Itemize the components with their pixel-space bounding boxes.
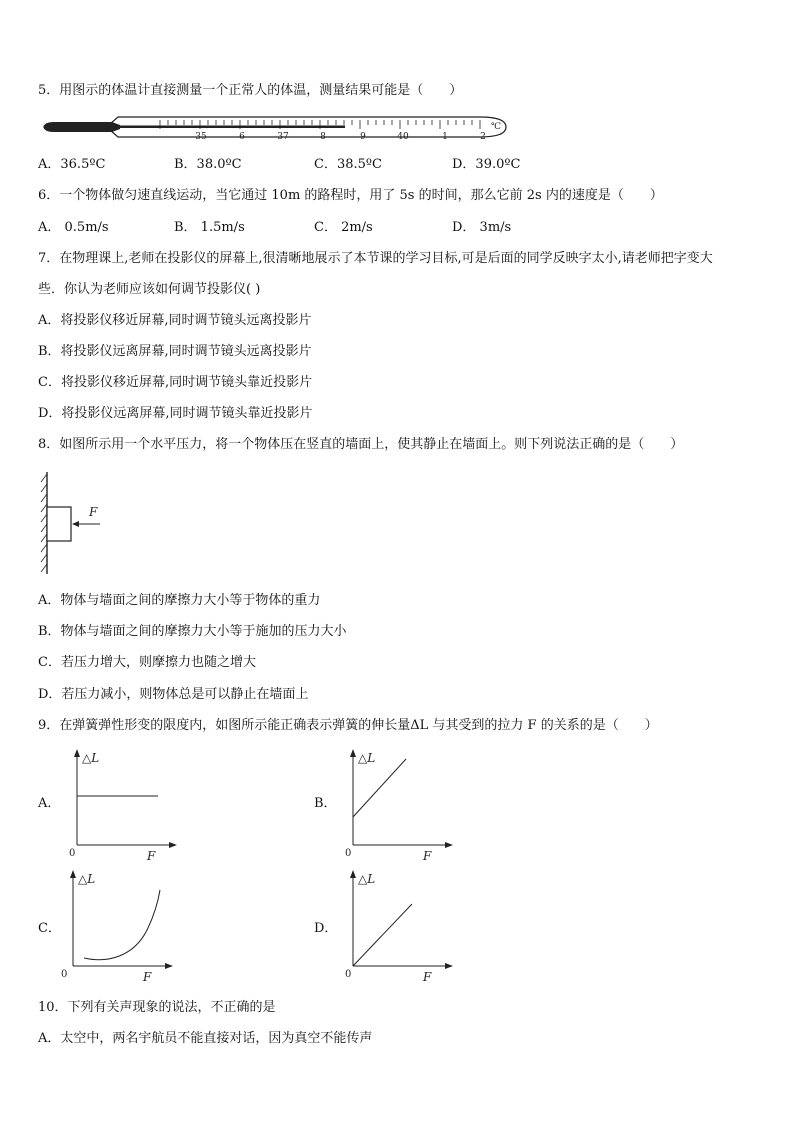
q6-option-b: B． 1.5m/s	[174, 220, 245, 235]
graph-b-label: B．	[314, 796, 337, 811]
graph-c-label: C．	[38, 921, 61, 936]
q7-option-d: D．将投影仪远离屏幕,同时调节镜头靠近投影片	[38, 406, 313, 421]
block	[47, 507, 71, 541]
graph-b-origin: 0	[345, 848, 352, 859]
graph-c-xlabel: F	[143, 970, 152, 984]
graph-a-xlabel: F	[147, 849, 156, 863]
tick-label: 2	[480, 132, 486, 142]
graph-d-origin: 0	[345, 969, 352, 980]
tick-label: 8	[320, 132, 326, 142]
q5-option-c: C．38.5ºC	[314, 157, 382, 172]
tick-label: 9	[360, 132, 366, 142]
q8-stem: 8．如图所示用一个水平压力，将一个物体压在竖直的墙面上，使其静止在墙面上。则下列说法正确的是（ ）	[38, 437, 684, 452]
tick-label: 40	[397, 132, 409, 142]
q8-option-c: C．若压力增大，则摩擦力也随之增大	[38, 655, 256, 670]
q6-stem: 6．一个物体做匀速直线运动，当它通过 10m 的路程时，用了 5s 的时间，那么它前 2s 内的速度是（ ）	[38, 188, 663, 203]
q8-option-b: B．物体与墙面之间的摩擦力大小等于施加的压力大小	[38, 624, 347, 639]
graph-c	[56, 866, 186, 988]
graph-a-origin: 0	[69, 848, 76, 859]
wall-block-figure	[36, 470, 108, 578]
q5-option-b: B．38.0ºC	[174, 157, 242, 172]
graph-b	[336, 745, 466, 867]
graph-a-ylabel: △L	[82, 751, 100, 765]
graph-c-ylabel: △L	[78, 872, 96, 886]
tick-label: 37	[277, 132, 289, 142]
q8-option-a: A．物体与墙面之间的摩擦力大小等于物体的重力	[38, 593, 321, 608]
graph-a-label: A．	[38, 796, 61, 811]
q10-option-a: A．太空中，两名宇航员不能直接对话，因为真空不能传声	[38, 1031, 373, 1046]
q7-stem-line1: 7．在物理课上,老师在投影仪的屏幕上,很清晰地展示了本节课的学习目标,可是后面的同学反映字太小,请老师把字变大	[38, 251, 713, 266]
thermometer-unit: ℃	[491, 122, 502, 132]
graph-b-ylabel: △L	[358, 751, 376, 765]
thermometer-bulb	[44, 122, 120, 132]
graph-a	[60, 745, 190, 867]
force-label: F	[89, 505, 98, 519]
q7-option-a: A．将投影仪移近屏幕,同时调节镜头远离投影片	[38, 313, 312, 328]
force-arrow-head	[72, 521, 79, 527]
q5-option-d: D．39.0ºC	[452, 157, 521, 172]
graph-d-label: D．	[314, 921, 338, 936]
graph-d-series	[353, 904, 412, 966]
graph-c-origin: 0	[61, 969, 68, 980]
q8-option-d: D．若压力减小，则物体总是可以静止在墙面上	[38, 687, 309, 702]
q7-option-c: C．将投影仪移近屏幕,同时调节镜头靠近投影片	[38, 375, 313, 390]
graph-b-series	[353, 759, 406, 817]
wall-hatching	[41, 474, 47, 572]
tick-label: 1	[442, 132, 448, 142]
q6-option-a: A． 0.5m/s	[38, 220, 109, 235]
q5-stem: 5．用图示的体温计直接测量一个正常人的体温，测量结果可能是（ ）	[38, 83, 463, 98]
q10-stem: 10．下列有关声现象的说法，不正确的是	[38, 1000, 276, 1015]
q9-stem: 9．在弹簧弹性形变的限度内，如图所示能正确表示弹簧的伸长量ΔL 与其受到的拉力 F 的关系的是（ ）	[38, 718, 658, 733]
tick-label: 35	[195, 132, 207, 142]
graph-d-ylabel: △L	[358, 872, 376, 886]
graph-b-xlabel: F	[423, 849, 432, 863]
q5-option-a: A．36.5ºC	[38, 157, 106, 172]
q7-option-b: B．将投影仪远离屏幕,同时调节镜头远离投影片	[38, 344, 312, 359]
q6-option-d: D． 3m/s	[452, 220, 512, 235]
thermometer-figure	[40, 112, 512, 144]
q7-stem-line2: 些．你认为老师应该如何调节投影仪( )	[38, 282, 261, 297]
q6-option-c: C． 2m/s	[314, 220, 373, 235]
graph-c-series	[84, 890, 160, 960]
graph-d-xlabel: F	[423, 970, 432, 984]
graph-d	[336, 866, 466, 988]
mercury-column	[120, 126, 345, 129]
tick-label: 6	[239, 132, 245, 142]
